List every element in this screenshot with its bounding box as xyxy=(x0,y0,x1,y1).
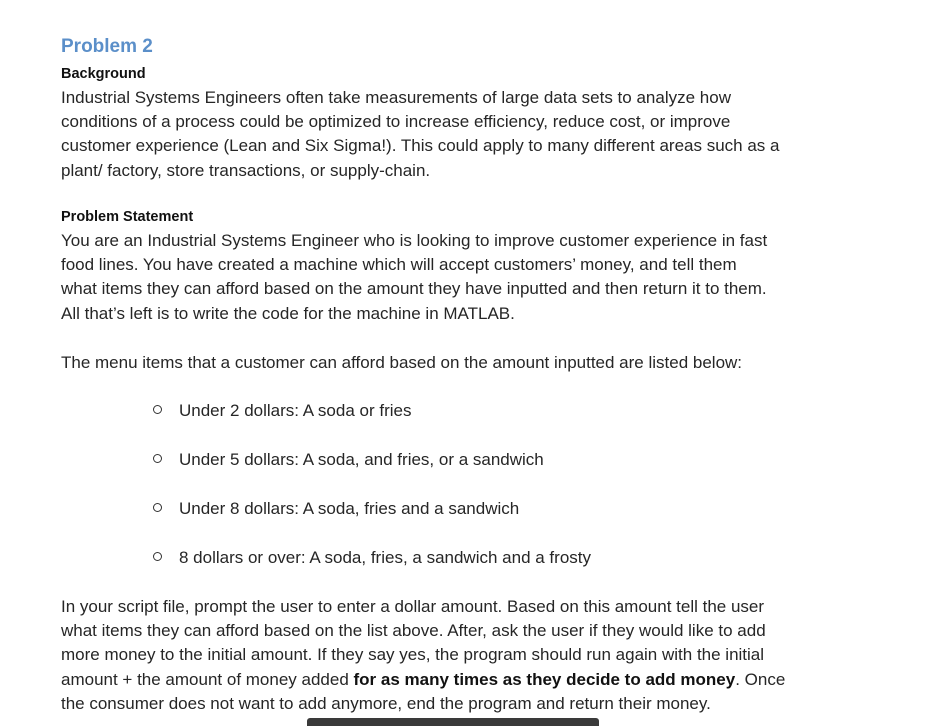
hollow-bullet-icon xyxy=(153,552,162,561)
text-run: . Once xyxy=(735,669,786,689)
background-paragraph xyxy=(61,86,851,183)
paragraph-line xyxy=(61,668,851,692)
menu-item-text: 8 dollars or over: A soda, fries, a sandwich and a frosty xyxy=(179,548,591,567)
horizontal-scrollbar-thumb[interactable] xyxy=(307,718,599,726)
menu-item-text: Under 8 dollars: A soda, fries and a sandwich xyxy=(179,499,520,518)
paragraph-line: more money to the initial amount. If they say yes, the program should run again with the initial xyxy=(61,645,765,665)
paragraph-line: what items they can afford based on the amount they have inputted and then return it to them. xyxy=(61,279,767,299)
background-heading: Background xyxy=(61,66,146,82)
paragraph-line: what items they can afford based on the list above. After, ask the user if they would like to add xyxy=(61,621,766,641)
menu-list-item xyxy=(153,450,544,470)
menu-intro-text: The menu items that a customer can afford based on the amount inputted are listed below: xyxy=(61,353,743,372)
problem-title: Problem 2 xyxy=(61,36,153,57)
menu-item-text: Under 5 dollars: A soda, and fries, or a sandwich xyxy=(179,450,544,469)
menu-list-item xyxy=(153,499,519,519)
hollow-bullet-icon xyxy=(153,503,162,512)
paragraph-line: All that’s left is to write the code for the machine in MATLAB. xyxy=(61,303,515,323)
menu-list-item xyxy=(153,401,411,421)
paragraph-line: In your script file, prompt the user to enter a dollar amount. Based on this amount tell the user xyxy=(61,597,765,616)
hollow-bullet-icon xyxy=(153,454,162,463)
paragraph-line: plant/ factory, store transactions, or supply-chain. xyxy=(61,160,431,180)
paragraph-line: the consumer does not want to add anymore, end the program and return their money. xyxy=(61,693,711,713)
instructions-paragraph xyxy=(61,595,851,716)
menu-intro xyxy=(61,351,851,375)
paragraph-line: Industrial Systems Engineers often take measurements of large data sets to analyze how xyxy=(61,88,731,107)
text-run: amount + the amount of money added xyxy=(61,669,354,689)
problem-statement-heading: Problem Statement xyxy=(61,209,194,225)
paragraph-line: customer experience (Lean and Six Sigma!). This could apply to many different areas such as a xyxy=(61,136,780,156)
menu-list-item xyxy=(153,548,591,568)
problem-statement-paragraph xyxy=(61,229,851,326)
paragraph-line: food lines. You have created a machine which will accept customers’ money, and tell them xyxy=(61,255,737,275)
paragraph-line: conditions of a process could be optimized to increase efficiency, reduce cost, or improve xyxy=(61,112,731,132)
bold-emphasis: for as many times as they decide to add money xyxy=(353,669,736,689)
hollow-bullet-icon xyxy=(153,405,162,414)
paragraph-line: You are an Industrial Systems Engineer who is looking to improve customer experience in fast xyxy=(61,231,768,250)
menu-item-text: Under 2 dollars: A soda or fries xyxy=(179,401,412,420)
